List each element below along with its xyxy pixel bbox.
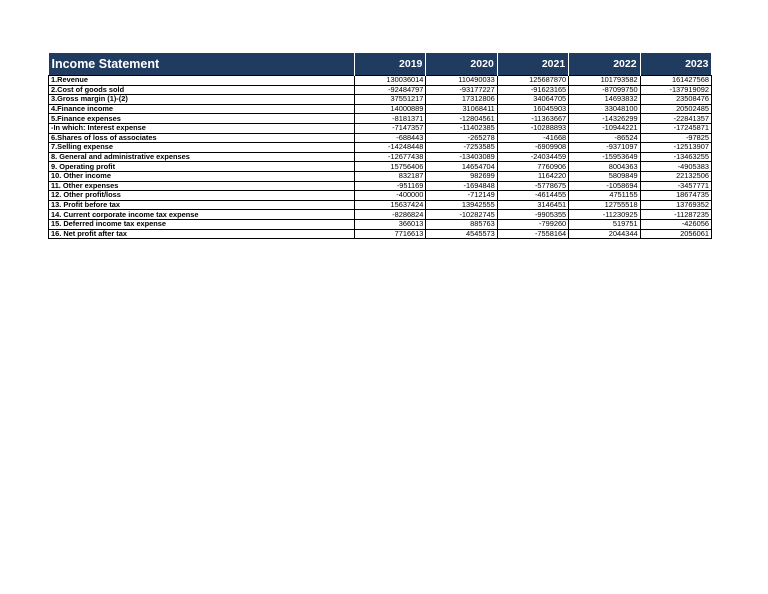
value-cell-2021[interactable]: 7760906 [497,162,568,172]
value-cell-2019[interactable]: 15756406 [355,162,426,172]
table-row [49,171,712,181]
row-label-cell[interactable]: 16. Net profit after tax [49,229,355,239]
value-cell-2023[interactable]: 18674735 [640,191,711,201]
value-cell-2019[interactable]: -92484797 [355,85,426,95]
value-cell-2019[interactable]: -7147357 [355,123,426,133]
value-cell-2022[interactable]: -15953649 [569,152,640,162]
value-cell-2021[interactable]: 16045903 [497,104,568,114]
value-cell-2020[interactable]: 13942555 [426,200,497,210]
value-cell-2023[interactable]: -137919092 [640,85,711,95]
table-row [49,152,712,162]
table-title[interactable]: Income Statement [49,53,355,76]
row-label-cell[interactable]: -In which: Interest expense [49,123,355,133]
value-cell-2023[interactable]: -17245871 [640,123,711,133]
table-row [49,191,712,201]
value-cell-2022[interactable]: 2044344 [569,229,640,239]
year-header-2020[interactable]: 2020 [426,53,497,76]
row-label-cell[interactable]: 3.Gross margin (1)-(2) [49,95,355,105]
table-row [49,219,712,229]
value-cell-2020[interactable]: 982699 [426,171,497,181]
value-cell-2020[interactable]: -12804561 [426,114,497,124]
value-cell-2021[interactable]: -24034459 [497,152,568,162]
statement-rows [49,76,712,239]
value-cell-2020[interactable]: -265278 [426,133,497,143]
row-label-cell[interactable]: 5.Finance expenses [49,114,355,124]
value-cell-2020[interactable]: -13403089 [426,152,497,162]
value-cell-2021[interactable]: -799260 [497,219,568,229]
value-cell-2023[interactable]: -11287235 [640,210,711,220]
value-cell-2021[interactable]: -7558164 [497,229,568,239]
value-cell-2022[interactable]: -1058694 [569,181,640,191]
value-cell-2020[interactable]: 14654704 [426,162,497,172]
table-row [49,85,712,95]
value-cell-2020[interactable]: -93177227 [426,85,497,95]
value-cell-2022[interactable]: 519751 [569,219,640,229]
value-cell-2022[interactable]: -87099750 [569,85,640,95]
income-statement-table [48,53,712,239]
value-cell-2019[interactable]: 130036014 [355,76,426,86]
value-cell-2023[interactable]: -4905383 [640,162,711,172]
value-cell-2021[interactable]: 1164220 [497,171,568,181]
value-cell-2019[interactable]: -8286824 [355,210,426,220]
value-cell-2019[interactable]: 832187 [355,171,426,181]
row-label-cell[interactable]: 11. Other expenses [49,181,355,191]
value-cell-2020[interactable]: -7253585 [426,143,497,153]
year-header-2023[interactable]: 2023 [640,53,711,76]
header-row [49,53,712,76]
value-cell-2019[interactable]: 15637424 [355,200,426,210]
row-label-cell[interactable]: 12. Other profit/loss [49,191,355,201]
value-cell-2021[interactable]: 34064705 [497,95,568,105]
value-cell-2022[interactable]: -14326299 [569,114,640,124]
value-cell-2022[interactable]: 14693832 [569,95,640,105]
value-cell-2021[interactable]: -11363667 [497,114,568,124]
value-cell-2023[interactable]: 20502485 [640,104,711,114]
row-label-cell[interactable]: 1.Revenue [49,76,355,86]
value-cell-2020[interactable]: -1694848 [426,181,497,191]
value-cell-2023[interactable]: -426056 [640,219,711,229]
table-row [49,200,712,210]
value-cell-2021[interactable]: -41668 [497,133,568,143]
row-label-cell[interactable]: 9. Operating profit [49,162,355,172]
row-label-cell[interactable]: 8. General and administrative expenses [49,152,355,162]
row-label-cell[interactable]: 4.Finance income [49,104,355,114]
value-cell-2021[interactable]: -5778675 [497,181,568,191]
value-cell-2019[interactable]: 14000889 [355,104,426,114]
value-cell-2023[interactable]: 23508476 [640,95,711,105]
value-cell-2020[interactable]: 31068411 [426,104,497,114]
row-label-cell[interactable]: 10. Other income [49,171,355,181]
year-header-2021[interactable]: 2021 [497,53,568,76]
value-cell-2023[interactable]: 22132506 [640,171,711,181]
table-row [49,181,712,191]
value-cell-2021[interactable]: 125687870 [497,76,568,86]
value-cell-2023[interactable]: -97825 [640,133,711,143]
row-label-cell[interactable]: 15. Deferred income tax expense [49,219,355,229]
value-cell-2019[interactable]: 37551217 [355,95,426,105]
table-row [49,143,712,153]
row-label-cell[interactable]: 13. Profit before tax [49,200,355,210]
table-row [49,133,712,143]
value-cell-2022[interactable]: -9371097 [569,143,640,153]
value-cell-2019[interactable]: 366013 [355,219,426,229]
row-label-cell[interactable]: 7.Selling expense [49,143,355,153]
spreadsheet-area [48,53,711,239]
value-cell-2020[interactable]: 885763 [426,219,497,229]
value-cell-2020[interactable]: 17312806 [426,95,497,105]
value-cell-2019[interactable]: -8181371 [355,114,426,124]
table-row [49,114,712,124]
table-row [49,123,712,133]
year-header-2019[interactable]: 2019 [355,53,426,76]
value-cell-2019[interactable]: -688443 [355,133,426,143]
value-cell-2022[interactable]: 12755518 [569,200,640,210]
value-cell-2019[interactable]: 7716613 [355,229,426,239]
value-cell-2021[interactable]: -91623165 [497,85,568,95]
value-cell-2020[interactable]: -712149 [426,191,497,201]
value-cell-2022[interactable]: -10944221 [569,123,640,133]
table-row [49,162,712,172]
value-cell-2019[interactable]: -12677438 [355,152,426,162]
value-cell-2022[interactable]: 4751155 [569,191,640,201]
value-cell-2021[interactable]: -10288893 [497,123,568,133]
row-label-cell[interactable]: 6.Shares of loss of associates [49,133,355,143]
value-cell-2021[interactable]: -9905355 [497,210,568,220]
value-cell-2022[interactable]: 101793582 [569,76,640,86]
value-cell-2020[interactable]: 4545573 [426,229,497,239]
value-cell-2019[interactable]: -14248448 [355,143,426,153]
value-cell-2023[interactable]: -12513907 [640,143,711,153]
value-cell-2021[interactable]: -4614455 [497,191,568,201]
table-row [49,210,712,220]
table-row [49,229,712,239]
row-label-cell[interactable]: 14. Current corporate income tax expense [49,210,355,220]
value-cell-2020[interactable]: -10282745 [426,210,497,220]
year-header-2022[interactable]: 2022 [569,53,640,76]
table-row [49,95,712,105]
value-cell-2023[interactable]: -22841357 [640,114,711,124]
value-cell-2023[interactable]: 161427568 [640,76,711,86]
value-cell-2021[interactable]: -6909908 [497,143,568,153]
value-cell-2023[interactable]: 13769352 [640,200,711,210]
value-cell-2023[interactable]: 2056061 [640,229,711,239]
table-row [49,76,712,86]
value-cell-2021[interactable]: 3146451 [497,200,568,210]
row-label-cell[interactable]: 2.Cost of goods sold [49,85,355,95]
value-cell-2020[interactable]: -11402385 [426,123,497,133]
table-row [49,104,712,114]
value-cell-2022[interactable]: 8004363 [569,162,640,172]
value-cell-2023[interactable]: -3457771 [640,181,711,191]
value-cell-2022[interactable]: -11230925 [569,210,640,220]
value-cell-2023[interactable]: -13463255 [640,152,711,162]
value-cell-2019[interactable]: -400000 [355,191,426,201]
value-cell-2022[interactable]: -86524 [569,133,640,143]
value-cell-2022[interactable]: 5809849 [569,171,640,181]
value-cell-2019[interactable]: -951169 [355,181,426,191]
value-cell-2020[interactable]: 110490033 [426,76,497,86]
value-cell-2022[interactable]: 33048100 [569,104,640,114]
